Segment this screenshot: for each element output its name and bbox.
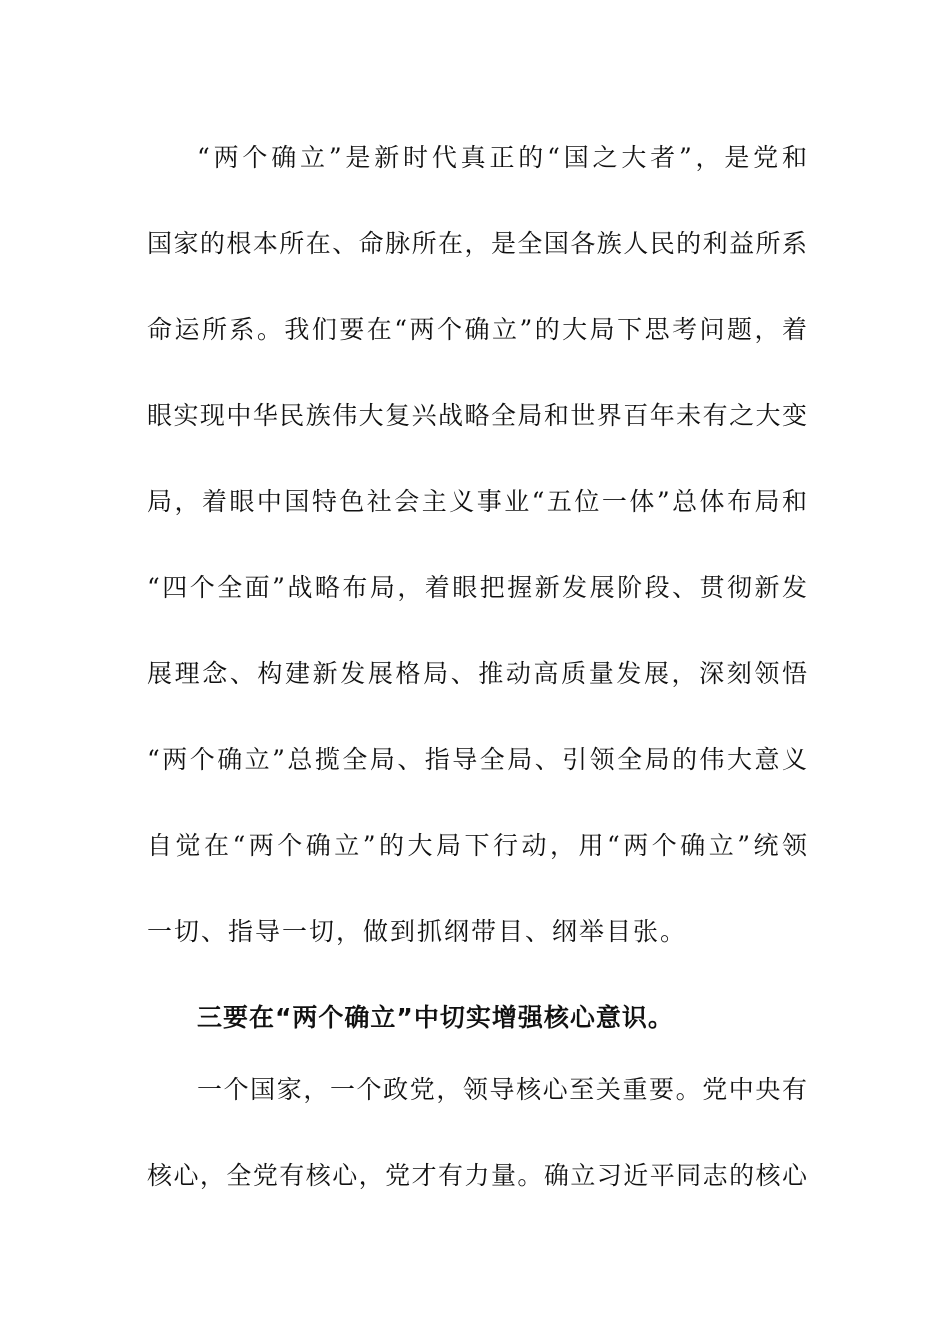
paragraph-1-line-9: 自觉在“两个确立”的大局下行动，用“两个确立”统领 bbox=[147, 831, 807, 860]
paragraph-2-line-2: 核心，全党有核心，党才有力量。确立习近平同志的核心 bbox=[147, 1161, 807, 1190]
paragraph-1-line-10: 一切、指导一切，做到抓纲带目、纲举目张。 bbox=[147, 917, 688, 946]
paragraph-2-line-1: 一个国家，一个政党，领导核心至关重要。党中央有 bbox=[197, 1075, 807, 1104]
paragraph-1-line-2: 国家的根本所在、命脉所在，是全国各族人民的利益所系 bbox=[147, 229, 807, 258]
paragraph-1-line-4: 眼实现中华民族伟大复兴战略全局和世界百年未有之大变 bbox=[147, 401, 807, 430]
paragraph-1-line-8: “两个确立”总揽全局、指导全局、引领全局的伟大意义 bbox=[147, 745, 807, 774]
paragraph-1-line-7: 展理念、构建新发展格局、推动高质量发展，深刻领悟 bbox=[147, 659, 807, 688]
paragraph-1-line-6: “四个全面”战略布局，着眼把握新发展阶段、贯彻新发 bbox=[147, 573, 807, 602]
paragraph-1-line-1: “两个确立”是新时代真正的“国之大者”，是党和 bbox=[197, 143, 807, 172]
paragraph-1-line-3: 命运所系。我们要在“两个确立”的大局下思考问题，着 bbox=[147, 315, 807, 344]
section-heading: 三要在“两个确立”中切实增强核心意识。 bbox=[197, 1003, 674, 1032]
paragraph-1-line-5: 局，着眼中国特色社会主义事业“五位一体”总体布局和 bbox=[147, 487, 807, 516]
